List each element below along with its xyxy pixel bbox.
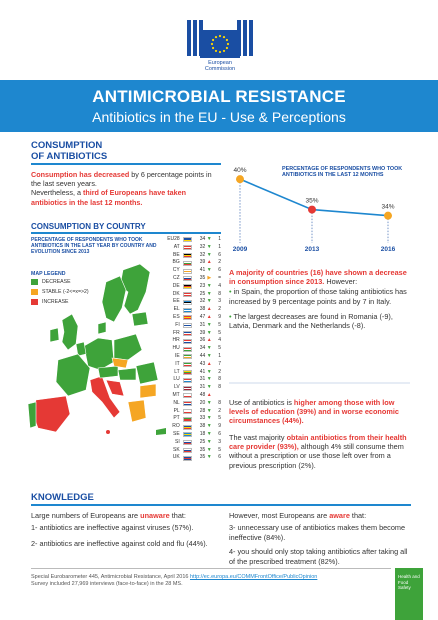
map-sweden <box>102 276 126 322</box>
country-value: 18 <box>199 430 206 437</box>
knowledge-unaware <box>31 511 221 549</box>
bullet-largest: • The largest decreases are found in Romania (-9), Latvia, Denmark and the Netherlands (-8). <box>229 311 393 331</box>
country-value: 33 <box>199 415 206 422</box>
country-flag-icon <box>183 425 192 430</box>
source-line-1 <box>31 574 381 581</box>
country-delta: 1 <box>218 243 221 250</box>
decrease-arrow-icon: ▼ <box>206 384 212 391</box>
decrease-arrow-icon: ▼ <box>206 236 212 242</box>
decrease-arrow-icon: ▼ <box>206 321 212 328</box>
map-france <box>56 354 90 396</box>
country-flag-icon <box>183 331 192 336</box>
increase-arrow-icon: ▲ <box>206 391 212 398</box>
consumption-nevertheless: Nevertheless, a <box>31 188 83 198</box>
country-code: IT <box>175 360 180 367</box>
map-cyprus <box>156 428 166 435</box>
trend-point <box>308 206 316 214</box>
country-flag-icon <box>183 401 192 406</box>
country-flag-icon <box>183 386 192 391</box>
consumption-decrease-highlight: Consumption has decreased <box>31 170 130 179</box>
country-code: SK <box>173 446 180 453</box>
country-flag-icon <box>183 354 192 359</box>
map-baltics <box>132 312 148 326</box>
trend-point <box>384 212 392 220</box>
country-delta: 9 <box>218 313 221 320</box>
dg-badge <box>395 568 423 620</box>
country-value: 31 <box>199 376 206 383</box>
by-country-heading: CONSUMPTION BY COUNTRY <box>31 222 146 231</box>
country-flag-icon <box>183 308 192 313</box>
legend-swatch-decrease <box>31 279 38 285</box>
education-highlight: higher among those with low levels of education (39%) and in worse economic circumstances (44%). <box>229 398 399 426</box>
country-flag-icon <box>183 378 192 383</box>
country-row <box>167 259 221 267</box>
flag-star <box>211 43 213 45</box>
country-code: ES <box>173 313 180 320</box>
country-delta: 3 <box>218 438 221 445</box>
country-row <box>167 275 221 283</box>
country-code: EU28 <box>167 236 180 242</box>
country-value: 39 <box>199 259 206 266</box>
unaware-item-2: 2- antibiotics are ineffective against cold and flu (44%). <box>31 539 208 548</box>
map-poland <box>114 334 142 360</box>
country-value: 31 <box>199 384 206 391</box>
trend-year-label: 2016 <box>380 246 396 253</box>
flag-star <box>226 39 228 41</box>
legend-label-increase: INCREASE <box>42 299 69 305</box>
country-row <box>167 384 221 392</box>
country-flag-icon <box>183 370 192 375</box>
unaware-highlight: unaware <box>140 511 170 520</box>
country-value: 28 <box>199 407 206 414</box>
footer-rule <box>31 568 391 569</box>
provider-text <box>229 433 410 470</box>
country-delta: 5 <box>218 321 221 328</box>
trend-year-label: 2013 <box>304 246 320 253</box>
legend-increase <box>31 299 69 305</box>
logo-text <box>178 60 262 72</box>
however-text: However: <box>324 277 358 287</box>
knowledge-heading: KNOWLEDGE <box>31 492 94 503</box>
country-row <box>167 244 221 252</box>
country-code: CY <box>172 267 180 274</box>
country-code: AT <box>173 243 180 250</box>
provider-start: The vast majority <box>229 433 287 442</box>
country-row <box>167 236 221 244</box>
trend-chart-title: PERCENTAGE OF RESPONDENTS WHO TOOK ANTIBIOTICS IN THE LAST 12 MONTHS <box>282 166 403 179</box>
country-delta: 2 <box>218 407 221 414</box>
country-value: 25 <box>199 438 206 445</box>
title-band <box>0 80 438 132</box>
trend-value-label: 40% <box>233 167 247 175</box>
knowledge-rule <box>31 504 411 506</box>
country-delta: 8 <box>218 376 221 383</box>
map-portugal <box>28 402 36 428</box>
country-code: DK <box>172 290 180 297</box>
map-bulgaria <box>140 384 156 398</box>
country-delta: 2 <box>218 368 221 375</box>
consumption-heading-line-2: OF ANTIBIOTICS <box>31 151 108 162</box>
flag-star <box>215 36 217 38</box>
country-delta: 5 <box>218 415 221 422</box>
country-row <box>167 392 221 400</box>
country-value: 32 <box>199 243 206 250</box>
country-value: 41 <box>199 267 206 274</box>
flag-star <box>212 47 214 49</box>
country-code: SI <box>174 438 180 445</box>
legend-label-decrease: DECREASE <box>42 279 71 285</box>
aware-intro-start: However, most Europeans are <box>229 511 330 520</box>
country-value: 41 <box>199 368 206 375</box>
country-row <box>167 291 221 299</box>
flag-star <box>219 51 221 53</box>
country-value: 38 <box>199 423 206 430</box>
country-code: LV <box>173 384 180 391</box>
knowledge-aware <box>229 511 414 567</box>
country-row <box>167 439 221 447</box>
country-list <box>167 236 221 462</box>
country-flag-icon <box>183 253 192 258</box>
country-value: 39 <box>199 329 206 336</box>
country-row <box>167 431 221 439</box>
aware-intro-end: that: <box>349 511 367 520</box>
decrease-arrow-icon: ▼ <box>206 438 212 445</box>
badge-line-1: Health and <box>398 574 420 579</box>
country-code: NL <box>173 399 180 406</box>
country-value: 31 <box>199 321 206 328</box>
map-greece <box>128 400 146 422</box>
country-value: 38 <box>199 306 206 313</box>
country-code: IE <box>174 352 180 359</box>
unaware-item-1: 1- antibiotics are ineffective against viruses (57%). <box>31 523 194 532</box>
consumption-rule <box>31 163 221 165</box>
map-malta <box>106 430 110 434</box>
country-flag-icon <box>183 347 192 352</box>
eu-flag-icon <box>200 30 240 58</box>
country-row <box>167 267 221 275</box>
country-row <box>167 408 221 416</box>
country-row <box>167 447 221 455</box>
country-flag-icon <box>183 315 192 320</box>
provider-highlight: obtain antibiotics from their health care provider (93%), <box>229 433 407 452</box>
decrease-arrow-icon: ▼ <box>206 329 212 336</box>
country-delta: 5 <box>218 446 221 453</box>
flag-star <box>219 35 221 37</box>
country-row <box>167 369 221 377</box>
decrease-arrow-icon: ▼ <box>206 454 212 461</box>
country-code: FI <box>175 321 180 328</box>
trend-point <box>236 175 244 183</box>
map-hungary <box>118 368 136 380</box>
logo-line-2: Commission <box>204 66 236 72</box>
country-code: SE <box>173 430 180 437</box>
map-romania <box>136 362 158 384</box>
flag-star <box>223 36 225 38</box>
trend-year-label: 2009 <box>232 246 248 253</box>
bullet-spain: • in Spain, the proportion of those taking antibiotics has increased by 9 percentage points and by 7 in Italy. <box>229 287 407 306</box>
legend-swatch-stable <box>31 289 38 295</box>
country-row <box>167 376 221 384</box>
badge-line-2: Food Safety <box>398 579 411 590</box>
country-flag-icon <box>183 261 192 266</box>
country-value: 44 <box>199 352 206 359</box>
country-flag-icon <box>183 362 192 367</box>
country-row <box>167 322 221 330</box>
decrease-arrow-icon: ▼ <box>206 352 212 359</box>
country-delta: 7 <box>218 360 221 367</box>
country-code: BG <box>172 259 180 266</box>
country-row <box>167 400 221 408</box>
map-austria <box>98 366 118 378</box>
country-flag-icon <box>183 284 192 289</box>
decrease-arrow-icon: ▼ <box>206 251 212 258</box>
country-delta: 5 <box>218 329 221 336</box>
main-title: ANTIMICROBIAL RESISTANCE <box>92 87 346 106</box>
country-flag-icon <box>183 393 192 398</box>
decrease-arrow-icon: ▼ <box>206 290 212 297</box>
decrease-arrow-icon: ▼ <box>206 430 212 437</box>
decrease-arrow-icon: ▼ <box>206 267 212 274</box>
country-code: EE <box>173 298 180 305</box>
country-flag-icon <box>183 323 192 328</box>
country-code: MT <box>172 391 180 398</box>
country-value: 47 <box>199 313 206 320</box>
flag-star <box>223 50 225 52</box>
provider-end: although 4% still consume them without a prescription or use those left over from a previous prescription (2%). <box>229 442 404 470</box>
country-row <box>167 314 221 322</box>
aware-intro <box>229 511 414 521</box>
legend-decrease <box>31 279 71 285</box>
country-flag-icon <box>183 448 192 453</box>
country-value: 32 <box>199 298 206 305</box>
country-flag-icon <box>183 432 192 437</box>
source-line-2: Survey included 27,969 interviews (face-to-face) in the 28 MS. <box>31 581 183 587</box>
country-value: 20 <box>199 399 206 406</box>
flag-star <box>212 39 214 41</box>
consumption-third-highlight: third of Europeans have taken antibiotics in the last 12 months. <box>31 188 186 207</box>
country-row <box>167 337 221 345</box>
country-value: 35 <box>199 274 206 281</box>
country-delta: = <box>218 274 221 281</box>
decrease-arrow-icon: ▼ <box>206 446 212 453</box>
country-code: HU <box>172 345 180 352</box>
unaware-intro-end: that: <box>169 511 186 520</box>
increase-arrow-icon: ▲ <box>206 306 212 313</box>
country-code: DE <box>172 282 180 289</box>
country-row <box>167 423 221 431</box>
country-value: 23 <box>199 282 206 289</box>
decrease-arrow-icon: ▼ <box>206 376 212 383</box>
country-flag-icon <box>183 300 192 305</box>
country-flag-icon <box>183 440 192 445</box>
country-flag-icon <box>183 269 192 274</box>
legend-label-stable: STABLE (-2<=x=>2) <box>42 289 89 295</box>
legend-swatch-increase <box>31 299 38 305</box>
country-row <box>167 283 221 291</box>
decrease-arrow-icon: ▼ <box>206 243 212 250</box>
country-row <box>167 306 221 314</box>
country-row <box>167 298 221 306</box>
country-row <box>167 415 221 423</box>
country-value: 34 <box>199 236 206 242</box>
country-flag-icon <box>183 292 192 297</box>
findings-divider <box>229 382 410 384</box>
decrease-arrow-icon: ▼ <box>206 282 212 289</box>
country-row <box>167 252 221 260</box>
country-flag-icon <box>183 276 192 281</box>
country-findings <box>229 268 410 330</box>
increase-arrow-icon: ▲ <box>206 313 212 320</box>
country-code: LT <box>174 368 180 375</box>
map-ireland <box>50 328 59 342</box>
country-code: PL <box>173 407 180 414</box>
country-code: BE <box>173 251 180 258</box>
trend-value-label: 35% <box>305 197 319 205</box>
increase-arrow-icon: ▲ <box>206 259 212 266</box>
bullet-spain-text: in Spain, the proportion of those taking antibiotics has increased by 9 percentage points and by 7 in Italy. <box>229 287 407 306</box>
country-value: 35 <box>199 446 206 453</box>
commission-logo <box>178 10 262 80</box>
map-denmark <box>98 322 106 334</box>
country-delta: 3 <box>218 298 221 305</box>
country-delta: 2 <box>218 259 221 266</box>
increase-arrow-icon: ▲ <box>206 337 212 344</box>
aware-highlight: aware <box>329 511 350 520</box>
logo-line-1: European <box>208 60 232 66</box>
decrease-arrow-icon: ▼ <box>206 407 212 414</box>
country-delta: 4 <box>218 337 221 344</box>
decrease-arrow-icon: ▼ <box>206 368 212 375</box>
country-delta: 2 <box>218 306 221 313</box>
trend-value-label: 34% <box>381 203 395 211</box>
country-code: PT <box>173 415 180 422</box>
map-spain <box>32 396 70 432</box>
flag-star <box>226 47 228 49</box>
country-code: RO <box>172 423 180 430</box>
country-delta: 9 <box>218 423 221 430</box>
country-code: HR <box>172 337 180 344</box>
sub-title: Antibiotics in the EU - Use & Perceptions <box>92 109 346 125</box>
flag-star <box>227 43 229 45</box>
country-code: EL <box>173 306 180 313</box>
country-delta: 6 <box>218 430 221 437</box>
unaware-intro-start: Large numbers of Europeans are <box>31 511 141 520</box>
decrease-arrow-icon: ▼ <box>206 423 212 430</box>
source-note <box>31 574 381 588</box>
map-uk <box>62 314 78 350</box>
country-value: 36 <box>199 337 206 344</box>
country-delta: 4 <box>218 282 221 289</box>
country-code: CZ <box>173 274 180 281</box>
majority-decrease-highlight: A majority of countries (16) have shown a decrease in consumption since 2013. <box>229 268 407 287</box>
country-flag-icon <box>183 409 192 414</box>
decrease-arrow-icon: ▼ <box>206 399 212 406</box>
unaware-intro <box>31 511 221 521</box>
by-country-rule <box>31 232 221 234</box>
country-delta: 5 <box>218 345 221 352</box>
country-value: 48 <box>199 391 206 398</box>
aware-item-3: 3- unnecessary use of antibiotics makes them become ineffective (84%). <box>229 523 406 542</box>
country-code: LU <box>173 376 180 383</box>
aware-item-4: 4- you should only stop taking antibiotics after taking all of the prescribed treatment (82%). <box>229 547 408 566</box>
source-link[interactable]: http://ec.europa.eu/COMMFrontOffice/PublicOpinion <box>189 574 318 580</box>
country-value: 43 <box>199 360 206 367</box>
country-delta: 8 <box>218 399 221 406</box>
decrease-arrow-icon: ▼ <box>206 298 212 305</box>
country-flag-icon <box>183 339 192 344</box>
decrease-arrow-icon: ▼ <box>206 415 212 422</box>
education-text <box>229 398 410 426</box>
bullet-largest-text: The largest decreases are found in Romania (-9), Latvia, Denmark and the Netherlands (-8). <box>229 311 393 331</box>
country-row <box>167 330 221 338</box>
country-flag-icon <box>183 456 192 461</box>
country-value: 34 <box>199 345 206 352</box>
map-germany <box>84 338 114 370</box>
country-flag-icon <box>183 417 192 422</box>
country-delta: 6 <box>218 454 221 461</box>
country-row <box>167 361 221 369</box>
country-code: FR <box>173 329 180 336</box>
consumption-heading-line-1: CONSUMPTION <box>31 140 103 151</box>
country-row <box>167 353 221 361</box>
country-code: UK <box>172 454 180 461</box>
education-start: Use of antibiotics is <box>229 398 294 407</box>
increase-arrow-icon: ▲ <box>206 360 212 367</box>
country-delta: 8 <box>218 384 221 391</box>
country-delta: 1 <box>218 236 221 242</box>
country-value: 32 <box>199 251 206 258</box>
consumption-decrease-text: by 6 percentage points in the last seven years. <box>31 170 212 189</box>
consumption-text <box>31 170 221 207</box>
country-delta: 6 <box>218 251 221 258</box>
country-row <box>167 454 221 462</box>
legend-stable <box>31 289 89 295</box>
source-text: Special Eurobarometer 445, Antimicrobial Resistance, April 2016 <box>31 574 190 580</box>
country-row <box>167 345 221 353</box>
country-delta: 6 <box>218 267 221 274</box>
flag-star <box>215 50 217 52</box>
by-country-subtitle: PERCENTAGE OF RESPONDENTS WHO TOOK ANTIBIOTICS IN THE LAST YEAR BY COUNTRY AND EVOLUTION SINCE 2013 <box>31 237 157 256</box>
country-delta: 1 <box>218 352 221 359</box>
country-flag-icon <box>183 245 192 250</box>
consumption-heading <box>31 140 107 162</box>
stable-icon: ▶ <box>207 274 212 281</box>
map-legend-title: MAP LEGEND <box>31 271 66 277</box>
country-value: 35 <box>199 454 206 461</box>
country-value: 25 <box>199 290 206 297</box>
country-flag-icon <box>183 237 192 242</box>
decrease-arrow-icon: ▼ <box>206 345 212 352</box>
country-delta: 8 <box>218 290 221 297</box>
